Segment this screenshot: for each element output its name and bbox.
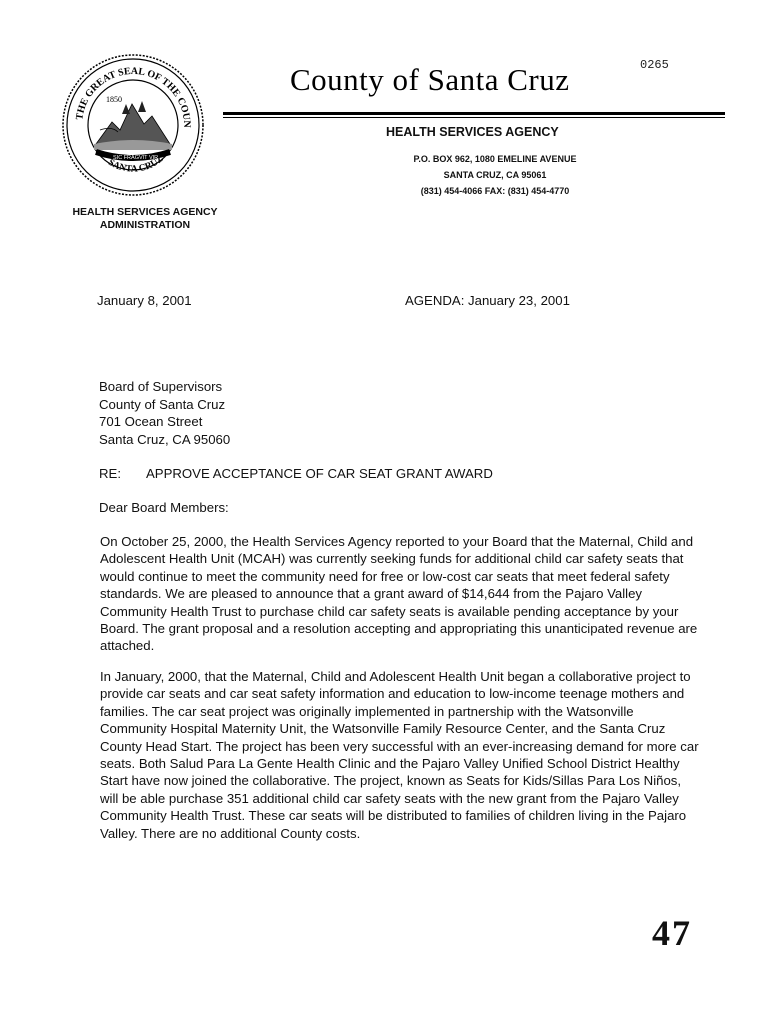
re-label: RE: bbox=[99, 466, 121, 481]
seal-bottom-text: SANTA CRUZ bbox=[106, 154, 166, 175]
body-paragraph-1: On October 25, 2000, the Health Services Agency reported to your Board that the Maternal, Child and Adolescent Health Unit (MCAH) was currently seeking funds for additional child car safety seats that would continue to meet the community need for free or low-cost car seats that meet federal safety standards. We are pleased to announce that a grant award of $14,644 from the Pajaro Valley Community Health Trust to purchase child car safety seats is available pending acceptance by your Board. The grant proposal and a resolution accepting and appropriating this unanticipated revenue are attached. bbox=[100, 534, 698, 654]
recipient-address bbox=[99, 378, 230, 448]
page-number: 47 bbox=[652, 913, 692, 953]
recipient-line-3: 701 Ocean Street bbox=[99, 414, 203, 429]
document-number: 0265 bbox=[640, 58, 669, 72]
header-rule-thin bbox=[223, 117, 725, 118]
department-line-2: ADMINISTRATION bbox=[99, 219, 191, 231]
header-rule-thick bbox=[223, 112, 725, 115]
department-line-1: HEALTH SERVICES AGENCY bbox=[72, 206, 218, 218]
letterhead-title: County of Santa Cruz bbox=[290, 62, 570, 97]
recipient-line-1: Board of Supervisors bbox=[99, 379, 223, 394]
seal-graphic bbox=[60, 52, 206, 198]
seal-top-text: THE GREAT SEAL OF THE COUN bbox=[74, 65, 193, 128]
seal-year: 1850 bbox=[106, 95, 122, 104]
recipient-line-2: County of Santa Cruz bbox=[99, 396, 226, 412]
department-block bbox=[50, 206, 240, 232]
agenda-date: AGENDA: January 23, 2001 bbox=[405, 293, 570, 308]
recipient-line-4: Santa Cruz, CA 95060 bbox=[99, 431, 231, 447]
salutation: Dear Board Members: bbox=[99, 500, 229, 515]
address-line-2: SANTA CRUZ, CA 95061 bbox=[443, 170, 547, 180]
re-subject: APPROVE ACCEPTANCE OF CAR SEAT GRANT AWARD bbox=[146, 466, 493, 481]
seal-ribbon-text: SIC FRAGVIT VIR bbox=[113, 155, 159, 161]
county-seal bbox=[60, 52, 206, 198]
address-line-1: P.O. BOX 962, 1080 EMELINE AVENUE bbox=[413, 154, 577, 164]
agency-name: HEALTH SERVICES AGENCY bbox=[386, 125, 559, 139]
phone-fax-line: (831) 454-4066 FAX: (831) 454-4770 bbox=[420, 186, 570, 196]
letter-date: January 8, 2001 bbox=[97, 293, 192, 308]
body-paragraph-2: In January, 2000, that the Maternal, Child and Adolescent Health Unit began a collaborative project to provide car seats and car seat safety information and education to low-income teenage mothers and families. The car seat project was originally implemented in partnership with the Watsonville Community Hospital Maternity Unit, the Watsonville Family Resource Center, and the Santa Cruz County Head Start. The project has been very successful with an ever-increasing demand for more car seats. Both Salud Para La Gente Health Clinic and the Pajaro Valley Unified School District Healthy Start have now joined the collaborative. The project, known as Seats for Kids/Sillas Para Los Niños, will be able purchase 351 additional child car safety seats with the new grant from the Pajaro Valley Community Health Trust. These car seats will be distributed to families of children living in the Pajaro Valley. There are no additional County costs. bbox=[100, 669, 699, 841]
